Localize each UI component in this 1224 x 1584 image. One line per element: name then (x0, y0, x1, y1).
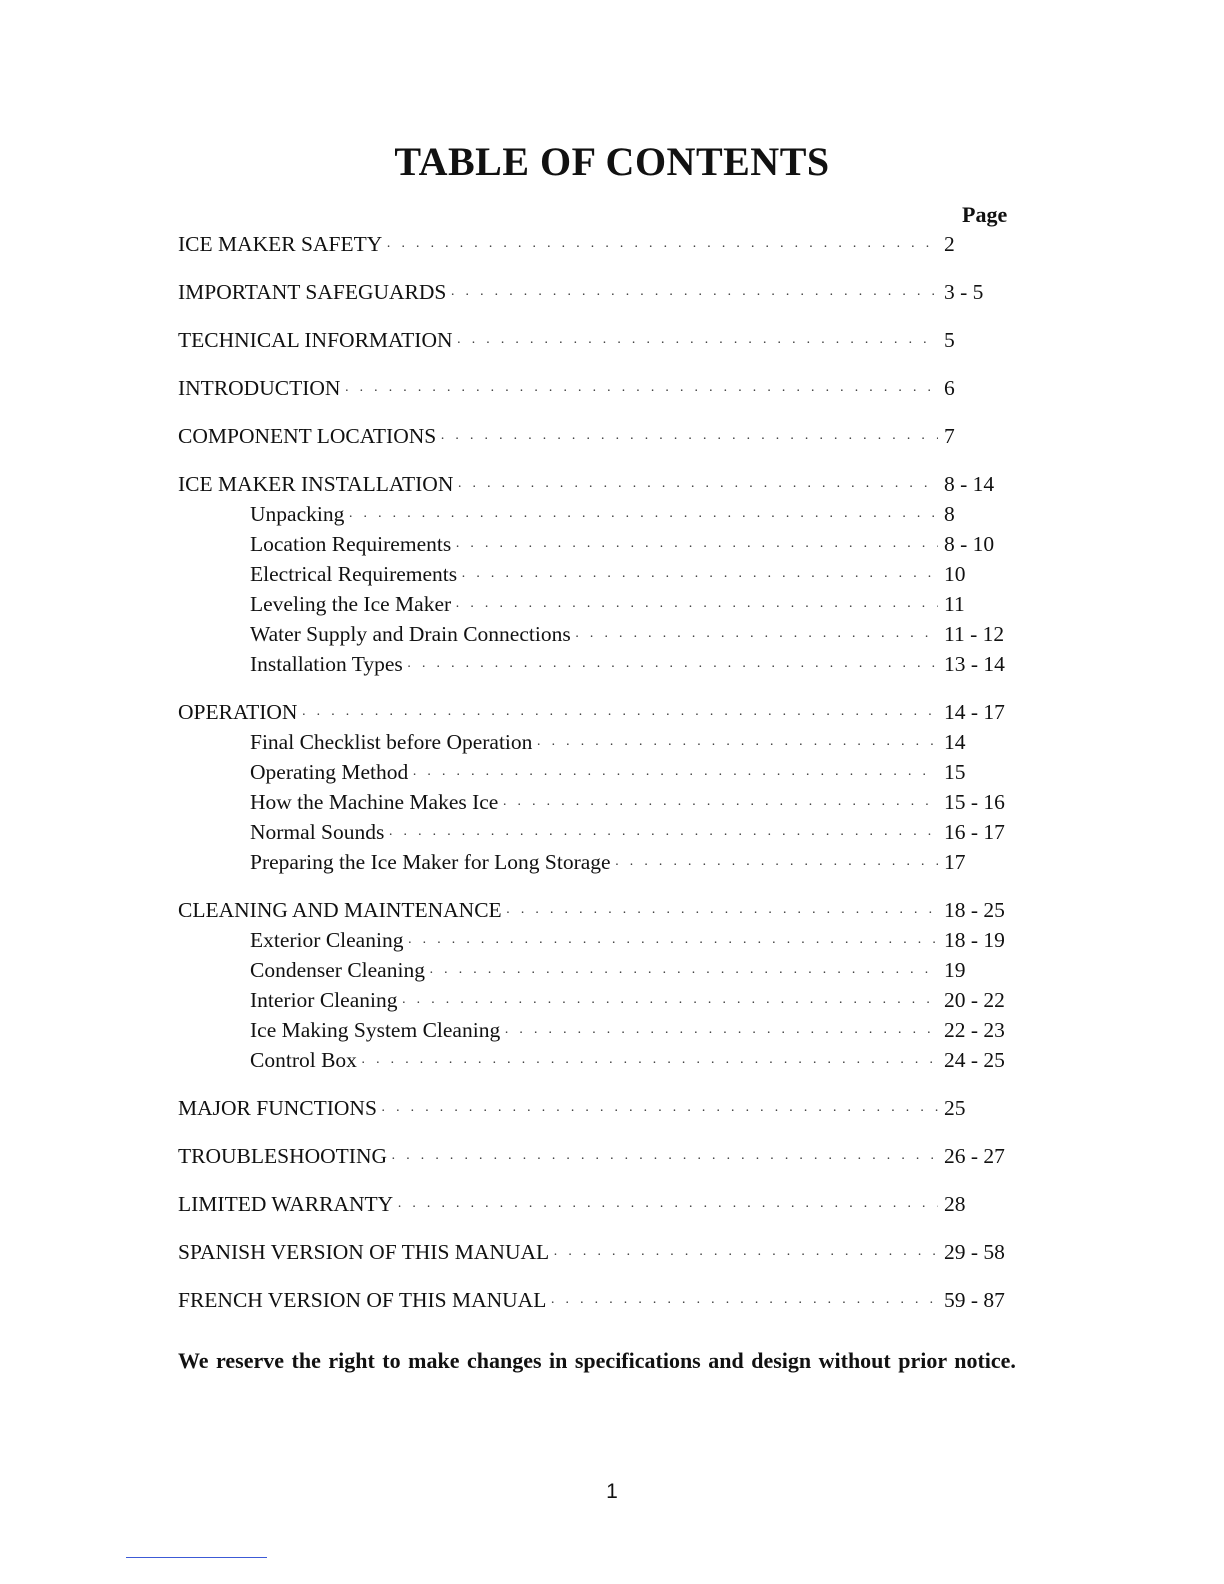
toc-subentry (178, 847, 1038, 877)
toc-entry-label: Electrical Requirements (250, 562, 458, 586)
toc-entry-pages: 26 - 27 (944, 1144, 1005, 1168)
toc-entry-pages: 28 (944, 1192, 966, 1216)
toc-entry (178, 469, 1038, 499)
toc-entry (178, 1093, 1038, 1123)
toc-entry-pages: 10 (944, 562, 966, 586)
toc-subentry (178, 757, 1038, 787)
toc-entry-pages: 14 - 17 (944, 700, 1005, 724)
toc-entry-label: INTRODUCTION (178, 376, 341, 400)
toc-subentry (178, 1045, 1038, 1075)
toc-entry-label: TROUBLESHOOTING (178, 1144, 388, 1168)
toc-entry (178, 325, 1038, 355)
dot-leader (397, 1193, 938, 1223)
toc-entry-label: LIMITED WARRANTY (178, 1192, 394, 1216)
toc-entry-label: Interior Cleaning (250, 988, 398, 1012)
page-column-header: Page (962, 202, 1008, 227)
toc-subentry (178, 589, 1038, 619)
toc-entry-label: CLEANING AND MAINTENANCE (178, 898, 502, 922)
toc-entry-pages: 20 - 22 (944, 988, 1005, 1012)
toc-entry-label: Final Checklist before Operation (250, 730, 533, 754)
toc-subentry (178, 955, 1038, 985)
dot-leader (461, 563, 938, 593)
toc-entry-pages: 25 (944, 1096, 966, 1120)
dot-leader (550, 1289, 938, 1319)
toc-entry-pages: 15 (944, 760, 966, 784)
page-number: 1 (606, 1480, 618, 1503)
toc-entry-pages: 13 - 14 (944, 652, 1005, 676)
toc-entry-pages: 24 - 25 (944, 1048, 1005, 1072)
toc-entry-pages: 17 (944, 850, 966, 874)
dot-leader (429, 959, 938, 989)
toc-entry-pages: 59 - 87 (944, 1288, 1005, 1312)
toc-subentry (178, 529, 1038, 559)
table-of-contents (178, 229, 1038, 1315)
toc-entry (178, 277, 1038, 307)
toc-entry-pages: 18 - 25 (944, 898, 1005, 922)
toc-entry-label: Preparing the Ice Maker for Long Storage (250, 850, 611, 874)
notice-text: We reserve the right to make changes in specifications and design without prior notice. (178, 1348, 1016, 1373)
dot-leader (457, 329, 938, 359)
toc-entry-pages: 16 - 17 (944, 820, 1005, 844)
toc-entry-label: ICE MAKER INSTALLATION (178, 472, 454, 496)
dot-leader (344, 377, 938, 407)
toc-entry-pages: 5 (944, 328, 955, 352)
toc-entry (178, 1141, 1038, 1171)
dot-leader (615, 851, 938, 881)
toc-entry-pages: 15 - 16 (944, 790, 1005, 814)
toc-entry-label: OPERATION (178, 700, 298, 724)
toc-entry-pages: 14 (944, 730, 966, 754)
toc-entry (178, 895, 1038, 925)
toc-entry-pages: 19 (944, 958, 966, 982)
toc-entry-label: Exterior Cleaning (250, 928, 404, 952)
toc-subentry (178, 649, 1038, 679)
toc-entry (178, 1237, 1038, 1267)
toc-subentry (178, 985, 1038, 1015)
dot-leader (506, 899, 938, 929)
toc-subentry (178, 817, 1038, 847)
toc-entry-pages: 8 (944, 502, 955, 526)
toc-entry-label: Control Box (250, 1048, 357, 1072)
toc-entry-label: Location Requirements (250, 532, 452, 556)
toc-entry-label: Operating Method (250, 760, 409, 784)
toc-subentry (178, 499, 1038, 529)
toc-entry-label: MAJOR FUNCTIONS (178, 1096, 377, 1120)
toc-entry-label: IMPORTANT SAFEGUARDS (178, 280, 447, 304)
toc-entry-label: COMPONENT LOCATIONS (178, 424, 437, 448)
toc-subentry (178, 559, 1038, 589)
toc-entry-pages: 2 (944, 232, 955, 256)
toc-subentry (178, 727, 1038, 757)
toc-entry-label: Normal Sounds (250, 820, 385, 844)
toc-entry-pages: 11 - 12 (944, 622, 1005, 646)
dot-leader (361, 1049, 938, 1079)
toc-entry-label: Water Supply and Drain Connections (250, 622, 571, 646)
toc-entry-pages: 3 - 5 (944, 280, 984, 304)
toc-entry-label: Installation Types (250, 652, 403, 676)
toc-entry-label: How the Machine Makes Ice (250, 790, 499, 814)
toc-entry-label: TECHNICAL INFORMATION (178, 328, 453, 352)
dot-leader (504, 1019, 938, 1049)
dot-leader (455, 533, 938, 563)
dot-leader (407, 653, 938, 683)
dot-leader (536, 731, 938, 761)
toc-entry (178, 697, 1038, 727)
dot-leader (381, 1097, 938, 1127)
dot-leader (502, 791, 938, 821)
toc-entry (178, 1285, 1038, 1315)
dot-leader (553, 1241, 938, 1271)
bottom-rule (126, 1557, 267, 1558)
toc-entry-label: SPANISH VERSION OF THIS MANUAL (178, 1240, 550, 1264)
toc-entry-label: Leveling the Ice Maker (250, 592, 452, 616)
dot-leader (450, 281, 938, 311)
toc-subentry (178, 787, 1038, 817)
toc-entry-pages: 11 (944, 592, 965, 616)
toc-entry-label: ICE MAKER SAFETY (178, 232, 383, 256)
toc-entry-pages: 29 - 58 (944, 1240, 1005, 1264)
toc-entry-label: Ice Making System Cleaning (250, 1018, 501, 1042)
toc-entry-label: Condenser Cleaning (250, 958, 425, 982)
toc-entry (178, 373, 1038, 403)
toc-entry (178, 229, 1038, 259)
toc-subentry (178, 1015, 1038, 1045)
dot-leader (440, 425, 938, 455)
toc-entry-pages: 8 - 10 (944, 532, 995, 556)
page-title: TABLE OF CONTENTS (394, 139, 830, 184)
toc-subentry (178, 925, 1038, 955)
toc-subentry (178, 619, 1038, 649)
dot-leader (575, 623, 938, 653)
dot-leader (407, 929, 938, 959)
toc-entry (178, 421, 1038, 451)
toc-entry-pages: 6 (944, 376, 955, 400)
dot-leader (457, 473, 938, 503)
toc-entry-pages: 18 - 19 (944, 928, 1005, 952)
toc-entry-label: FRENCH VERSION OF THIS MANUAL (178, 1288, 547, 1312)
dot-leader (386, 233, 938, 263)
dot-leader (391, 1145, 938, 1175)
toc-entry (178, 1189, 1038, 1219)
toc-entry-label: Unpacking (250, 502, 345, 526)
toc-entry-pages: 22 - 23 (944, 1018, 1005, 1042)
toc-entry-pages: 7 (944, 424, 955, 448)
toc-entry-pages: 8 - 14 (944, 472, 995, 496)
